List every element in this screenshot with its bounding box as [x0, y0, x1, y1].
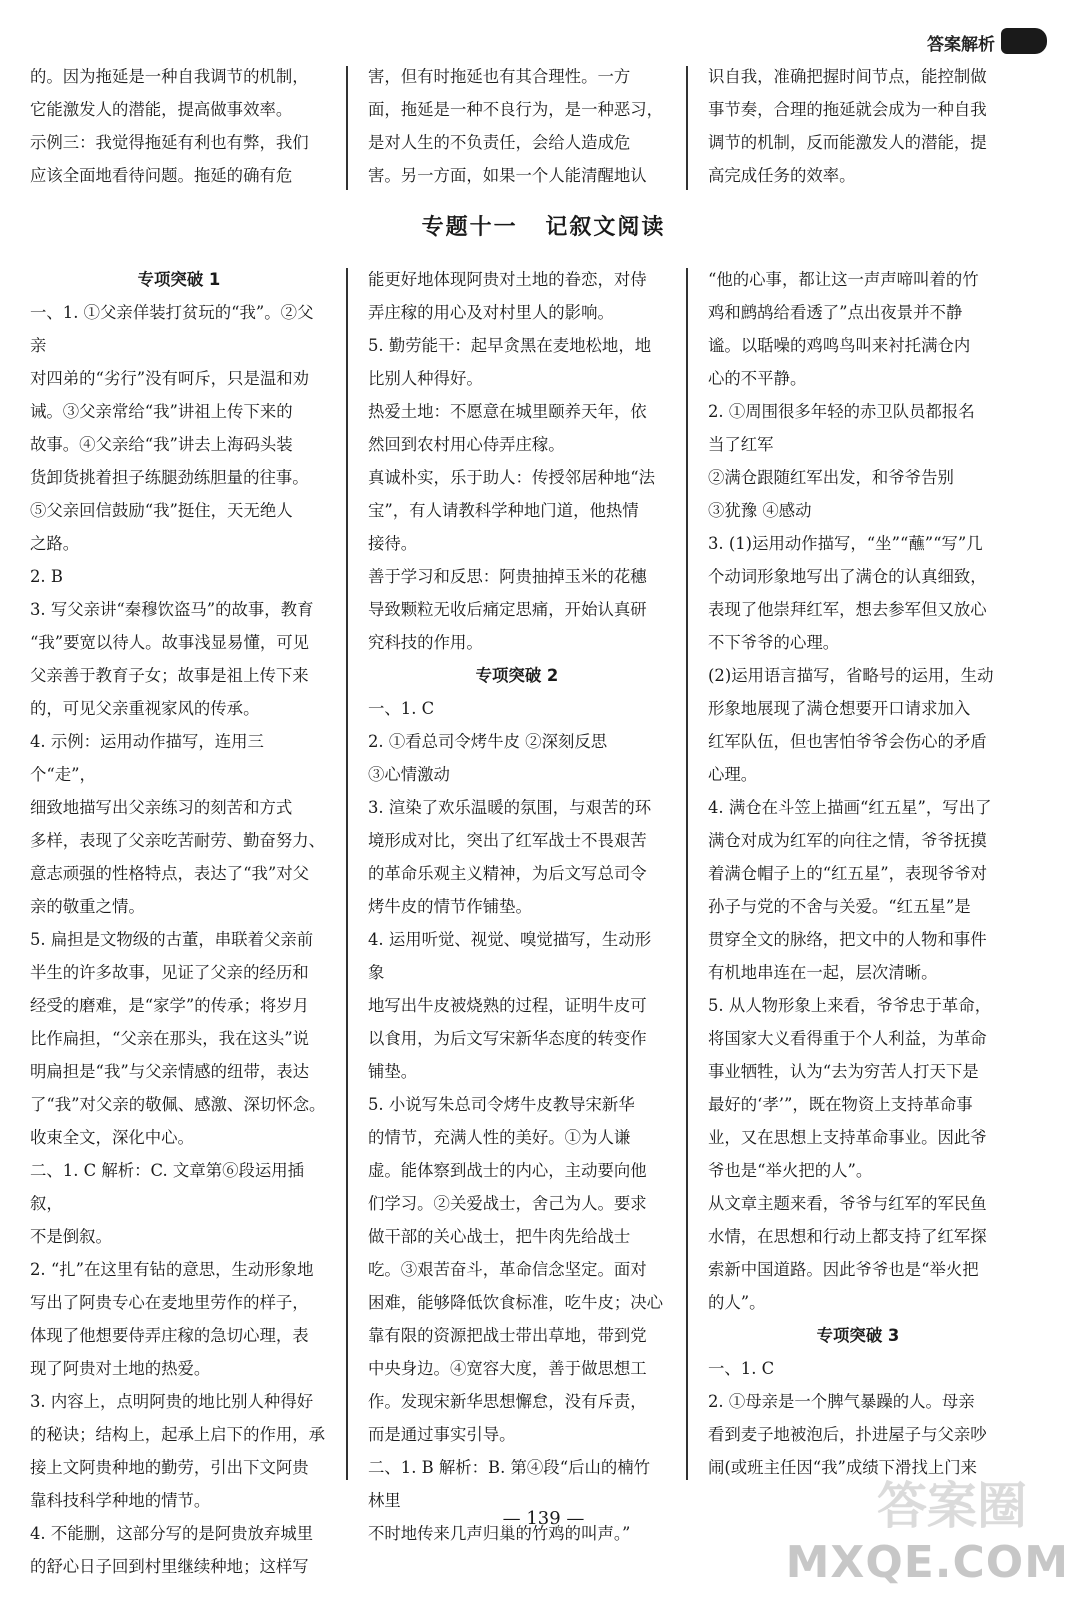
answer-line: 的革命乐观主义精神，为后文写总司令 — [368, 864, 647, 883]
answer-line: 接上文阿贵种地的勤劳，引出下文阿贵 — [30, 1458, 309, 1477]
answer-line: 2. ①周围很多年轻的赤卫队员都报名 — [708, 402, 975, 421]
answer-line: 二、1. B 解析：B. 第④段“后山的楠竹林里 — [368, 1458, 651, 1510]
answer-line: 接待。 — [368, 534, 418, 553]
answer-line: 然回到农村用心侍弄庄稼。 — [368, 435, 565, 454]
answer-line: 鸡和鹧鸪给看透了”点出夜景并不静 — [708, 303, 963, 322]
text-line: 害。另一方面，如果一个人能清醒地认 — [368, 166, 647, 185]
answer-line: 不时地传来几声归巢的竹鸡的叫声。” — [368, 1524, 631, 1543]
answer-line: ③心情激动 — [368, 765, 450, 784]
answer-line: 明扁担是“我”与父亲情感的纽带，表达 — [30, 1062, 310, 1081]
answer-line: 中央身边。④宽容大度，善于做思想工 — [368, 1359, 647, 1378]
answer-line: 爷也是“举火把的人”。 — [708, 1161, 873, 1180]
text-line: 识自我，准确把握时间节点，能控制做 — [708, 67, 987, 86]
answer-line: 从文章主题来看，爷爷与红军的军民鱼 — [708, 1194, 987, 1213]
answer-line: 闹(或班主任因“我”成绩下滑找上门来 — [708, 1458, 978, 1477]
answer-line: 事业牺牲，认为“去为穷苦人打天下是 — [708, 1062, 979, 1081]
text-line: 是对人生的不负责任，会给人造成危 — [368, 133, 631, 152]
answer-line: 4. 不能删，这部分写的是阿贵放弃城里 — [30, 1524, 314, 1543]
answer-line: 虚。能体察到战士的内心，主动要向他 — [368, 1161, 647, 1180]
answer-line: 形象地展现了满仓想要开口请求加入 — [708, 699, 971, 718]
answer-line: 作。发现宋新华思想懈怠，没有斥责， — [368, 1392, 647, 1411]
answer-line: 比别人种得好。 — [368, 369, 483, 388]
answer-line: 孙子与党的不舍与关爱。“红五星”是 — [708, 897, 971, 916]
answer-line: 谧。以聒噪的鸡鸣鸟叫来衬托满仓内 — [708, 336, 971, 355]
column-divider — [686, 66, 688, 190]
answer-line: ③犹豫 ④感动 — [708, 501, 812, 520]
answer-line: 索新中国道路。因此爷爷也是“举火把 — [708, 1260, 979, 1279]
text-line: 应该全面地看待问题。拖延的确有危 — [30, 166, 293, 185]
column-divider — [346, 268, 348, 1480]
answer-line: 地写出牛皮被烧熟的过程，证明牛皮可 — [368, 996, 647, 1015]
column-divider — [686, 268, 688, 1480]
answer-line: 看到麦子地被泡后，扑进屋子与父亲吵 — [708, 1425, 987, 1444]
answer-line: 5. 勤劳能干：起早贪黑在麦地松地，地 — [368, 336, 652, 355]
main-column-3 — [708, 263, 1008, 1484]
answer-line: 3. 渲染了欢乐温暖的氛围，与艰苦的环 — [368, 798, 652, 817]
answer-line: 收束全文，深化中心。 — [30, 1128, 194, 1147]
answer-line: 宝”，有人请教科学种地门道，他热情 — [368, 501, 639, 520]
watermark-url: MXQE.COM — [785, 1537, 1069, 1588]
answer-line: 弄庄稼的用心及对村里人的影响。 — [368, 303, 614, 322]
answer-line: 困难，能够降低饮食标准，吃牛皮；决心 — [368, 1293, 664, 1312]
answer-line: 3. 写父亲讲“秦穆饮盗马”的故事，教育 — [30, 600, 314, 619]
answer-line: 比作扁担，“父亲在那头，我在这头”说 — [30, 1029, 310, 1048]
answer-line: 二、1. C 解析：C. 文章第⑥段运用插叙， — [30, 1161, 305, 1213]
answer-line: 现了阿贵对土地的热爱。 — [30, 1359, 211, 1378]
answer-line: 的人”。 — [708, 1293, 766, 1312]
answer-line: 2. ①母亲是一个脾气暴躁的人。母亲 — [708, 1392, 975, 1411]
answer-line: 铺垫。 — [368, 1062, 418, 1081]
answer-line: 了“我”对父亲的敬佩、感激、深切怀念。 — [30, 1095, 326, 1114]
subsection-heading: 专项突破 2 — [475, 666, 559, 685]
answer-line: 境形成对比，突出了红军战士不畏艰苦 — [368, 831, 647, 850]
top-column-3 — [708, 60, 1008, 192]
answer-line: “他的心事，都让这一声声啼叫着的竹 — [708, 270, 979, 289]
column-divider — [346, 66, 348, 190]
header-label: 答案解析 — [927, 35, 995, 55]
main-column-2 — [368, 263, 666, 1550]
answer-line: 表现了他崇拜红军，想去参军但又放心 — [708, 600, 987, 619]
answer-line: 4. 示例：运用动作描写，连用三个“走”， — [30, 732, 264, 784]
top-column-1 — [30, 60, 328, 192]
answer-line: 5. 扁担是文物级的古董，串联着父亲前 — [30, 930, 314, 949]
answer-line: 诫。③父亲常给“我”讲祖上传下来的 — [30, 402, 293, 421]
subsection-heading: 专项突破 3 — [816, 1326, 900, 1345]
answer-line: 写出了阿贵专心在麦地里劳作的样子， — [30, 1293, 309, 1312]
answer-line: 们学习。②关爱战士，舍己为人。要求 — [368, 1194, 647, 1213]
text-line: 示例三：我觉得拖延有利也有弊，我们 — [30, 133, 309, 152]
answer-line: 之路。 — [30, 534, 80, 553]
answer-line: “我”要宽以待人。故事浅显易懂，可见 — [30, 633, 310, 652]
text-line: 调节的机制，反而能激发人的潜能，提 — [708, 133, 987, 152]
answer-line: 的，可见父亲重视家风的传承。 — [30, 699, 260, 718]
answer-line: 的秘诀；结构上，起承上启下的作用，承 — [30, 1425, 326, 1444]
answer-line: 2. B — [30, 567, 63, 586]
watermark-logo: 答案圈 — [877, 1477, 1027, 1535]
answer-line: 的舒心日子回到村里继续种地；这样写 — [30, 1557, 309, 1576]
answer-line: 满仓对成为红军的向往之情，爷爷抚摸 — [708, 831, 987, 850]
header-tab-decoration — [1001, 28, 1047, 54]
answer-line: 而是通过事实引导。 — [368, 1425, 516, 1444]
answer-line: 有机地串连在一起，层次清晰。 — [708, 963, 938, 982]
main-column-1 — [30, 263, 328, 1583]
answer-line: 个动词形象地写出了满仓的认真细致， — [708, 567, 987, 586]
answer-line: 烤牛皮的情节作铺垫。 — [368, 897, 532, 916]
subsection-heading: 专项突破 1 — [137, 270, 221, 289]
answer-line: 3. (1)运用动作描写，“坐”“蘸”“写”几 — [708, 534, 983, 553]
answer-line: 体现了他想要侍弄庄稼的急切心理，表 — [30, 1326, 309, 1345]
answer-line: 热爱土地：不愿意在城里颐养天年，依 — [368, 402, 647, 421]
answer-line: 5. 小说写朱总司令烤牛皮教导宋新华 — [368, 1095, 635, 1114]
answer-line: 心理。 — [708, 765, 758, 784]
answer-line: 故事。④父亲给“我”讲去上海码头装 — [30, 435, 293, 454]
top-column-2 — [368, 60, 666, 192]
answer-line: ⑤父亲回信鼓励“我”挺住，天无绝人 — [30, 501, 293, 520]
answer-line: 贯穿全文的脉络，把文中的人物和事件 — [708, 930, 987, 949]
answer-line: 2. “扎”在这里有钻的意思，生动形象地 — [30, 1260, 314, 1279]
text-line: 事节奏，合理的拖延就会成为一种自我 — [708, 100, 987, 119]
answer-line: (2)运用语言描写，省略号的运用，生动 — [708, 666, 994, 685]
answer-line: 对四弟的“劣行”没有呵斥，只是温和劝 — [30, 369, 310, 388]
answer-line: 一、1. ①父亲佯装打贫玩的“我”。②父亲 — [30, 303, 314, 355]
text-line: 害，但有时拖延也有其合理性。一方 — [368, 67, 631, 86]
answer-line: 一、1. C — [368, 699, 435, 718]
answer-line: 半生的许多故事，见证了父亲的经历和 — [30, 963, 309, 982]
answer-line: 红军队伍，但也害怕爷爷会伤心的矛盾 — [708, 732, 987, 751]
answer-line: 吃。③艰苦奋斗，革命信念坚定。面对 — [368, 1260, 647, 1279]
answer-line: 的情节，充满人性的美好。①为人谦 — [368, 1128, 631, 1147]
answer-line: 货卸货挑着担子练腿劲练胆量的往事。 — [30, 468, 309, 487]
answer-line: 2. ①看总司令烤牛皮 ②深刻反思 — [368, 732, 608, 751]
answer-line: 细致地描写出父亲练习的刻苦和方式 — [30, 798, 293, 817]
answer-line: 靠科技科学种地的情节。 — [30, 1491, 211, 1510]
text-line: 它能激发人的潜能，提高做事效率。 — [30, 100, 293, 119]
answer-line: 着满仓帽子上的“红五星”，表现爷爷对 — [708, 864, 988, 883]
answer-line: 3. 内容上，点明阿贵的地比别人种得好 — [30, 1392, 314, 1411]
text-line: 的。因为拖延是一种自我调节的机制， — [30, 67, 309, 86]
answer-line: 一、1. C — [708, 1359, 775, 1378]
answer-line: 业，又在思想上支持革命事业。因此爷 — [708, 1128, 987, 1147]
answer-line: 靠有限的资源把战士带出草地，带到党 — [368, 1326, 647, 1345]
answer-line: 意志顽强的性格特点，表达了“我”对父 — [30, 864, 310, 883]
answer-line: 不是倒叙。 — [30, 1227, 112, 1246]
answer-line: 不下爷爷的心理。 — [708, 633, 840, 652]
answer-line: 做干部的关心战士，把牛肉先给战士 — [368, 1227, 631, 1246]
answer-line: 最好的‘孝’”，既在物资上支持革命事 — [708, 1095, 973, 1114]
answer-line: 以食用，为后文写宋新华态度的转变作 — [368, 1029, 647, 1048]
text-line: 高完成任务的效率。 — [708, 166, 856, 185]
answer-line: 4. 满仓在斗笠上描画“红五星”，写出了 — [708, 798, 992, 817]
page-number: — 139 — — [502, 1508, 585, 1529]
section-title: 专题十一 记叙文阅读 — [421, 215, 666, 240]
answer-line: 父亲善于教育子女；故事是祖上传下来 — [30, 666, 309, 685]
answer-line: 能更好地体现阿贵对土地的眷恋，对侍 — [368, 270, 647, 289]
answer-line: 多样，表现了父亲吃苦耐劳、勤奋努力、 — [30, 831, 326, 850]
answer-line: 究科技的作用。 — [368, 633, 483, 652]
answer-line: 亲的敬重之情。 — [30, 897, 145, 916]
answer-line: 善于学习和反思：阿贵抽掉玉米的花穗 — [368, 567, 647, 586]
answer-line: 导致颗粒无收后痛定思痛，开始认真研 — [368, 600, 647, 619]
answer-line: 真诚朴实，乐于助人：传授邻居种地“法 — [368, 468, 656, 487]
text-line: 面，拖延是一种不良行为，是一种恶习， — [368, 100, 664, 119]
answer-line: 将国家大义看得重于个人利益，为革命 — [708, 1029, 987, 1048]
answer-line: 当了红军 — [708, 435, 774, 454]
answer-line: 5. 从人物形象上来看，爷爷忠于革命， — [708, 996, 992, 1015]
answer-line: ②满仓跟随红军出发，和爷爷告别 — [708, 468, 954, 487]
answer-line: 心的不平静。 — [708, 369, 807, 388]
answer-line: 水情，在思想和行动上都支持了红军探 — [708, 1227, 987, 1246]
answer-line: 4. 运用听觉、视觉、嗅觉描写，生动形象 — [368, 930, 652, 982]
answer-line: 经受的磨难，是“家学”的传承；将岁月 — [30, 996, 310, 1015]
